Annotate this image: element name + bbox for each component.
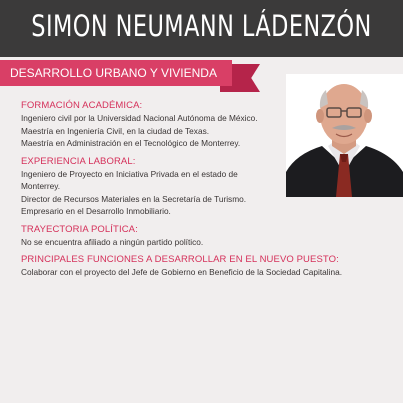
section-title: PRINCIPALES FUNCIONES A DESARROLLAR EN EL NUEVO PUESTO: bbox=[21, 254, 339, 265]
profile-content bbox=[21, 100, 381, 285]
department-label: DESARROLLO URBANO Y VIVIENDA bbox=[10, 66, 217, 80]
section-formacion bbox=[21, 100, 381, 150]
section-line: Director de Recursos Materiales en la Secretaría de Turismo. bbox=[21, 193, 247, 204]
section-body bbox=[21, 168, 381, 218]
section-line: Maestría en Administración en el Tecnológico de Monterrey. bbox=[21, 138, 241, 148]
section-line: Monterrey. bbox=[21, 181, 61, 191]
section-line: Colaborar con el proyecto del Jefe de Gobierno en Beneficio de la Sociedad Capitalina. bbox=[21, 267, 343, 277]
section-title: FORMACIÓN ACADÉMICA: bbox=[21, 100, 143, 111]
section-funciones bbox=[21, 254, 381, 279]
page-title: SIMON NEUMANN LÁDENZÓN bbox=[31, 9, 372, 43]
section-body bbox=[21, 236, 381, 249]
section-title: EXPERIENCIA LABORAL: bbox=[21, 155, 136, 167]
section-experiencia bbox=[21, 156, 381, 218]
section-line: Ingeniero de Proyecto en Iniciativa Privada en el estado de bbox=[21, 168, 238, 179]
section-body bbox=[21, 112, 381, 150]
section-line: Ingeniero civil por la Universidad Nacional Autónoma de México. bbox=[21, 113, 258, 123]
header-bar bbox=[0, 0, 403, 57]
section-title: TRAYECTORIA POLÍTICA: bbox=[21, 223, 138, 235]
section-line: No se encuentra afiliado a ningún partido político. bbox=[21, 236, 204, 247]
section-trayectoria bbox=[21, 224, 381, 249]
section-line: Empresario en el Desarrollo Inmobiliario. bbox=[21, 206, 171, 216]
section-body bbox=[21, 266, 381, 279]
department-ribbon bbox=[0, 60, 232, 86]
section-line: Maestría en Ingeniería Civil, en la ciudad de Texas. bbox=[21, 125, 210, 136]
